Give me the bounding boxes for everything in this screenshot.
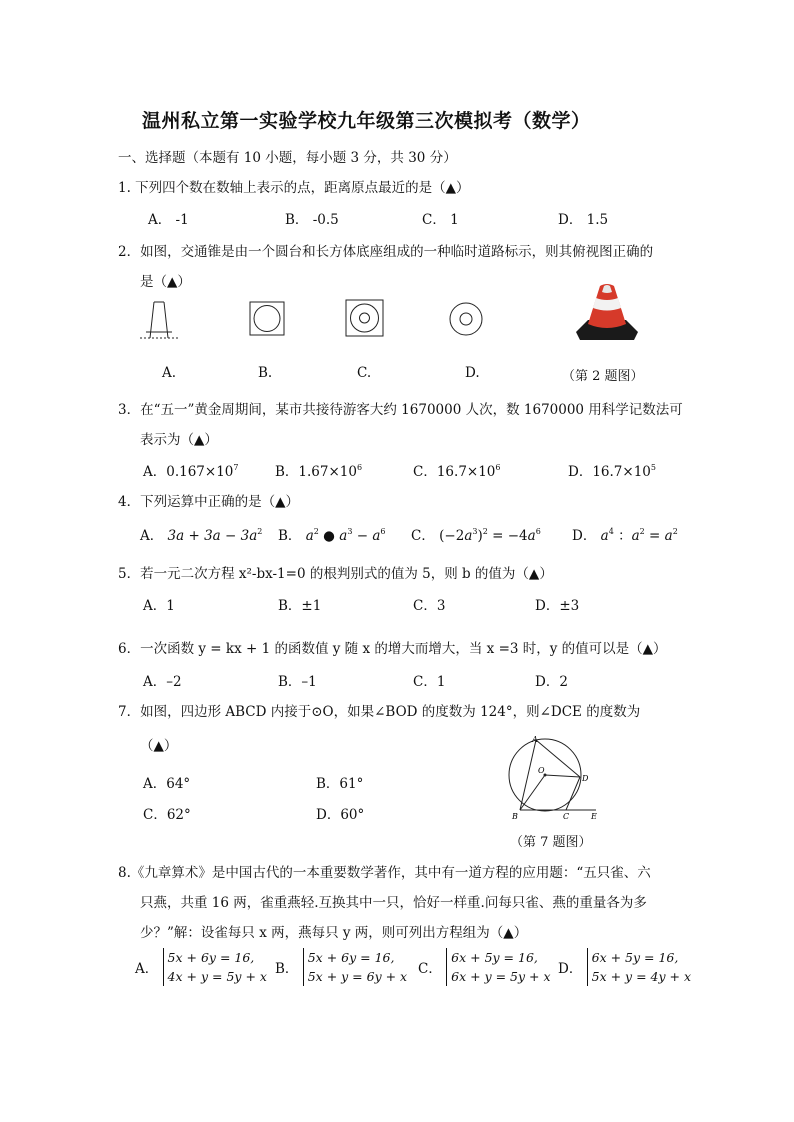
q1-option-b: B． -0.5	[285, 212, 339, 228]
q2-figure-c-square-circles	[344, 298, 386, 338]
q7-option-b: B．61°	[316, 776, 364, 792]
q3-option-c: C．$16.7\times 10^6$	[413, 463, 501, 480]
question-7-stem-line2: （▲）	[140, 738, 178, 754]
q6-option-b: B．–1	[278, 674, 317, 690]
q2-option-a: A.	[162, 365, 177, 381]
question-8-stem-line2: 只燕，共重 16 两，雀重燕轻.互换其中一只，恰好一样重.问每只雀、燕的重量各为多	[140, 895, 647, 911]
q4-option-b: B． $a^2$ ● $a^3 - a^6$	[278, 527, 386, 544]
question-6-stem: 6．一次函数 y = kx + 1 的函数值 y 随 x 的增大而增大，当 x =3 时，y 的值可以是（▲）	[118, 641, 667, 657]
traffic-cone-image	[574, 282, 640, 344]
q7-option-c: C．62°	[143, 807, 191, 823]
q2-option-c: C.	[357, 365, 372, 381]
q2-figure-a-front-view	[140, 296, 180, 341]
q1-option-c: C． 1	[422, 212, 459, 228]
q7-point-d: D	[582, 774, 589, 783]
q8-option-d: D． 6x + 5y = 16, 5x + y = 4y + x	[558, 950, 692, 984]
q8-option-a: A． 5x + 6y = 16, 4x + y = 5y + x	[135, 950, 267, 984]
q6-option-d: D．2	[535, 674, 568, 690]
page-title: 温州私立第一实验学校九年级第三次模拟考（数学）	[142, 110, 591, 132]
q4-option-d: D． $a^4$ ：$a^2 = a^2$	[572, 527, 678, 544]
q6-option-c: C．1	[413, 674, 446, 690]
q2-figure-b-square-circle	[248, 300, 288, 338]
question-8-stem-line1: 8.《九章算术》是中国古代的一本重要数学著作，其中有一道方程的应用题：“五只雀、六	[118, 865, 651, 881]
q7-circle-diagram	[500, 732, 610, 822]
q7-option-d: D．60°	[316, 807, 365, 823]
question-2-stem-line2: 是（▲）	[140, 274, 191, 290]
question-7-stem: 7．如图，四边形 ABCD 内接于⊙O，如果∠BOD 的度数为 124°，则∠DCE 的度数为	[118, 704, 641, 720]
q2-figure-caption: （第 2 题图）	[562, 369, 644, 384]
question-3-stem-line1: 3．在“五一”黄金周期间，某市共接待游客大约 1670000 人次，数 1670000 用科学记数法可	[118, 402, 683, 418]
question-8-stem-line3: 少？”解：设雀每只 x 两，燕每只 y 两，则可列出方程组为（▲）	[140, 925, 528, 941]
q2-option-b: B.	[258, 365, 273, 381]
question-2-stem-line1: 2．如图，交通锥是由一个圆台和长方体底座组成的一种临时道路标示，则其俯视图正确的	[118, 244, 654, 260]
q2-figure-d-circles	[448, 301, 484, 337]
q5-option-b: B．±1	[278, 598, 322, 614]
question-3-stem-line2: 表示为（▲）	[140, 432, 218, 448]
q7-option-a: A．64°	[143, 776, 191, 792]
q3-option-d: D．$16.7\times 10^5$	[568, 463, 656, 480]
q7-point-a: A	[532, 735, 538, 744]
q5-option-c: C．3	[413, 598, 446, 614]
q5-option-a: A．1	[143, 598, 175, 614]
q8-option-b: B． 5x + 6y = 16, 5x + y = 6y + x	[275, 950, 408, 984]
q8-option-c: C． 6x + 5y = 16, 6x + y = 5y + x	[418, 950, 551, 984]
q7-point-c: C	[563, 812, 570, 821]
q2-option-d: D.	[465, 365, 480, 381]
q4-option-a: A． $3a + 3a - 3a^2$	[140, 527, 263, 544]
question-4-stem: 4．下列运算中正确的是（▲）	[118, 494, 299, 510]
question-5-stem: 5．若一元二次方程 x²-bx-1=0 的根判别式的值为 5，则 b 的值为（▲）	[118, 566, 553, 582]
q7-point-o: O	[538, 766, 545, 775]
q1-option-a: A． -1	[148, 212, 189, 228]
q7-point-e: E	[591, 812, 597, 821]
q4-option-c: C． $(-2a^3)^2 = -4a^6$	[411, 527, 541, 544]
q3-option-a: A．$0.167\times 10^7$	[143, 463, 239, 480]
q3-option-b: B．$1.67\times 10^6$	[275, 463, 363, 480]
question-1-stem: 1. 下列四个数在数轴上表示的点，距离原点最近的是（▲）	[118, 180, 470, 196]
q5-option-d: D．±3	[535, 598, 580, 614]
section-heading: 一、选择题（本题有 10 小题，每小题 3 分，共 30 分）	[118, 150, 457, 166]
q7-point-b: B	[512, 812, 518, 821]
q7-figure-caption: （第 7 题图）	[510, 835, 592, 850]
q6-option-a: A．–2	[143, 674, 182, 690]
q1-option-d: D． 1.5	[558, 212, 609, 228]
